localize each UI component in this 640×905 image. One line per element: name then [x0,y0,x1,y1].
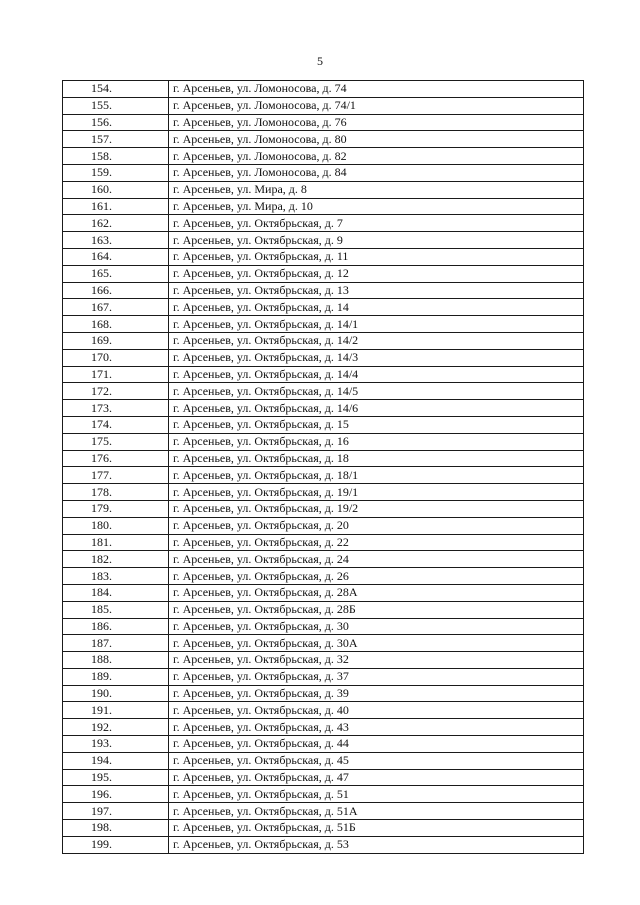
row-address: г. Арсеньев, ул. Октябрьская, д. 51 [169,786,584,803]
row-number: 195. [63,769,169,786]
table-row [63,551,584,568]
row-number: 188. [63,652,169,669]
row-address: г. Арсеньев, ул. Октябрьская, д. 37 [169,668,584,685]
row-address: г. Арсеньев, ул. Октябрьская, д. 32 [169,652,584,669]
table-row [63,299,584,316]
row-address: г. Арсеньев, ул. Октябрьская, д. 19/1 [169,484,584,501]
row-number: 186. [63,618,169,635]
row-number: 178. [63,484,169,501]
row-address: г. Арсеньев, ул. Октябрьская, д. 12 [169,265,584,282]
row-address: г. Арсеньев, ул. Октябрьская, д. 30А [169,635,584,652]
row-number: 185. [63,601,169,618]
table-row [63,198,584,215]
row-number: 154. [63,81,169,98]
row-address: г. Арсеньев, ул. Октябрьская, д. 39 [169,685,584,702]
table-row [63,131,584,148]
row-address: г. Арсеньев, ул. Октябрьская, д. 14/4 [169,366,584,383]
row-number: 160. [63,181,169,198]
row-number: 156. [63,114,169,131]
row-number: 174. [63,416,169,433]
table-row [63,786,584,803]
row-number: 170. [63,349,169,366]
row-number: 180. [63,517,169,534]
row-address: г. Арсеньев, ул. Октябрьская, д. 28А [169,584,584,601]
row-address: г. Арсеньев, ул. Октябрьская, д. 26 [169,568,584,585]
row-address: г. Арсеньев, ул. Октябрьская, д. 51Б [169,820,584,837]
row-address: г. Арсеньев, ул. Октябрьская, д. 22 [169,534,584,551]
row-number: 176. [63,450,169,467]
table-row [63,584,584,601]
table-row [63,164,584,181]
row-address: г. Арсеньев, ул. Ломоносова, д. 74/1 [169,97,584,114]
row-number: 198. [63,820,169,837]
address-table [62,80,584,854]
table-row [63,484,584,501]
table-row [63,181,584,198]
row-address: г. Арсеньев, ул. Октябрьская, д. 14/1 [169,316,584,333]
table-row [63,433,584,450]
table-row [63,248,584,265]
row-address: г. Арсеньев, ул. Ломоносова, д. 82 [169,148,584,165]
table-row [63,316,584,333]
row-number: 187. [63,635,169,652]
row-address: г. Арсеньев, ул. Ломоносова, д. 74 [169,81,584,98]
table-row [63,332,584,349]
table-row [63,148,584,165]
row-number: 199. [63,836,169,853]
table-row [63,668,584,685]
row-address: г. Арсеньев, ул. Октябрьская, д. 13 [169,282,584,299]
table-row [63,366,584,383]
row-number: 193. [63,736,169,753]
table-row [63,752,584,769]
row-address: г. Арсеньев, ул. Октябрьская, д. 44 [169,736,584,753]
row-number: 171. [63,366,169,383]
table-row [63,500,584,517]
row-address: г. Арсеньев, ул. Октябрьская, д. 14 [169,299,584,316]
table-row [63,820,584,837]
table-row [63,97,584,114]
table-row [63,400,584,417]
row-number: 165. [63,265,169,282]
row-number: 159. [63,164,169,181]
row-number: 190. [63,685,169,702]
address-table-body [63,81,584,854]
row-number: 161. [63,198,169,215]
row-address: г. Арсеньев, ул. Октябрьская, д. 24 [169,551,584,568]
row-address: г. Арсеньев, ул. Октябрьская, д. 30 [169,618,584,635]
table-row [63,467,584,484]
table-row [63,719,584,736]
row-number: 157. [63,131,169,148]
row-number: 196. [63,786,169,803]
row-address: г. Арсеньев, ул. Октябрьская, д. 45 [169,752,584,769]
table-row [63,836,584,853]
row-number: 197. [63,803,169,820]
table-row [63,635,584,652]
row-number: 173. [63,400,169,417]
table-row [63,282,584,299]
table-row [63,81,584,98]
table-row [63,349,584,366]
table-row [63,416,584,433]
row-number: 182. [63,551,169,568]
row-address: г. Арсеньев, ул. Октябрьская, д. 20 [169,517,584,534]
page-number: 5 [317,54,323,68]
row-number: 169. [63,332,169,349]
row-number: 155. [63,97,169,114]
row-number: 184. [63,584,169,601]
table-row [63,803,584,820]
row-address: г. Арсеньев, ул. Октябрьская, д. 47 [169,769,584,786]
table-row [63,383,584,400]
row-address: г. Арсеньев, ул. Октябрьская, д. 18/1 [169,467,584,484]
row-address: г. Арсеньев, ул. Октябрьская, д. 43 [169,719,584,736]
table-row [63,450,584,467]
table-row [63,618,584,635]
table-row [63,114,584,131]
row-number: 183. [63,568,169,585]
row-address: г. Арсеньев, ул. Октябрьская, д. 16 [169,433,584,450]
row-number: 172. [63,383,169,400]
row-number: 164. [63,248,169,265]
row-number: 162. [63,215,169,232]
row-address: г. Арсеньев, ул. Октябрьская, д. 19/2 [169,500,584,517]
row-address: г. Арсеньев, ул. Октябрьская, д. 40 [169,702,584,719]
row-address: г. Арсеньев, ул. Октябрьская, д. 7 [169,215,584,232]
table-row [63,702,584,719]
row-number: 175. [63,433,169,450]
row-number: 166. [63,282,169,299]
row-address: г. Арсеньев, ул. Октябрьская, д. 11 [169,248,584,265]
row-number: 163. [63,232,169,249]
row-number: 177. [63,467,169,484]
table-row [63,568,584,585]
table-row [63,232,584,249]
row-address: г. Арсеньев, ул. Ломоносова, д. 80 [169,131,584,148]
row-number: 158. [63,148,169,165]
table-row [63,215,584,232]
row-address: г. Арсеньев, ул. Октябрьская, д. 15 [169,416,584,433]
table-row [63,265,584,282]
row-number: 181. [63,534,169,551]
table-row [63,534,584,551]
row-address: г. Арсеньев, ул. Октябрьская, д. 28Б [169,601,584,618]
table-row [63,601,584,618]
row-number: 192. [63,719,169,736]
row-number: 191. [63,702,169,719]
row-address: г. Арсеньев, ул. Октябрьская, д. 14/3 [169,349,584,366]
row-address: г. Арсеньев, ул. Ломоносова, д. 76 [169,114,584,131]
row-address: г. Арсеньев, ул. Мира, д. 10 [169,198,584,215]
row-address: г. Арсеньев, ул. Октябрьская, д. 14/5 [169,383,584,400]
table-row [63,736,584,753]
row-address: г. Арсеньев, ул. Ломоносова, д. 84 [169,164,584,181]
table-row [63,769,584,786]
row-address: г. Арсеньев, ул. Октябрьская, д. 14/2 [169,332,584,349]
row-address: г. Арсеньев, ул. Октябрьская, д. 18 [169,450,584,467]
table-row [63,685,584,702]
row-address: г. Арсеньев, ул. Октябрьская, д. 53 [169,836,584,853]
row-address: г. Арсеньев, ул. Октябрьская, д. 9 [169,232,584,249]
row-number: 189. [63,668,169,685]
row-address: г. Арсеньев, ул. Октябрьская, д. 51А [169,803,584,820]
row-number: 167. [63,299,169,316]
row-number: 179. [63,500,169,517]
row-number: 194. [63,752,169,769]
row-number: 168. [63,316,169,333]
table-row [63,652,584,669]
table-row [63,517,584,534]
row-address: г. Арсеньев, ул. Октябрьская, д. 14/6 [169,400,584,417]
row-address: г. Арсеньев, ул. Мира, д. 8 [169,181,584,198]
